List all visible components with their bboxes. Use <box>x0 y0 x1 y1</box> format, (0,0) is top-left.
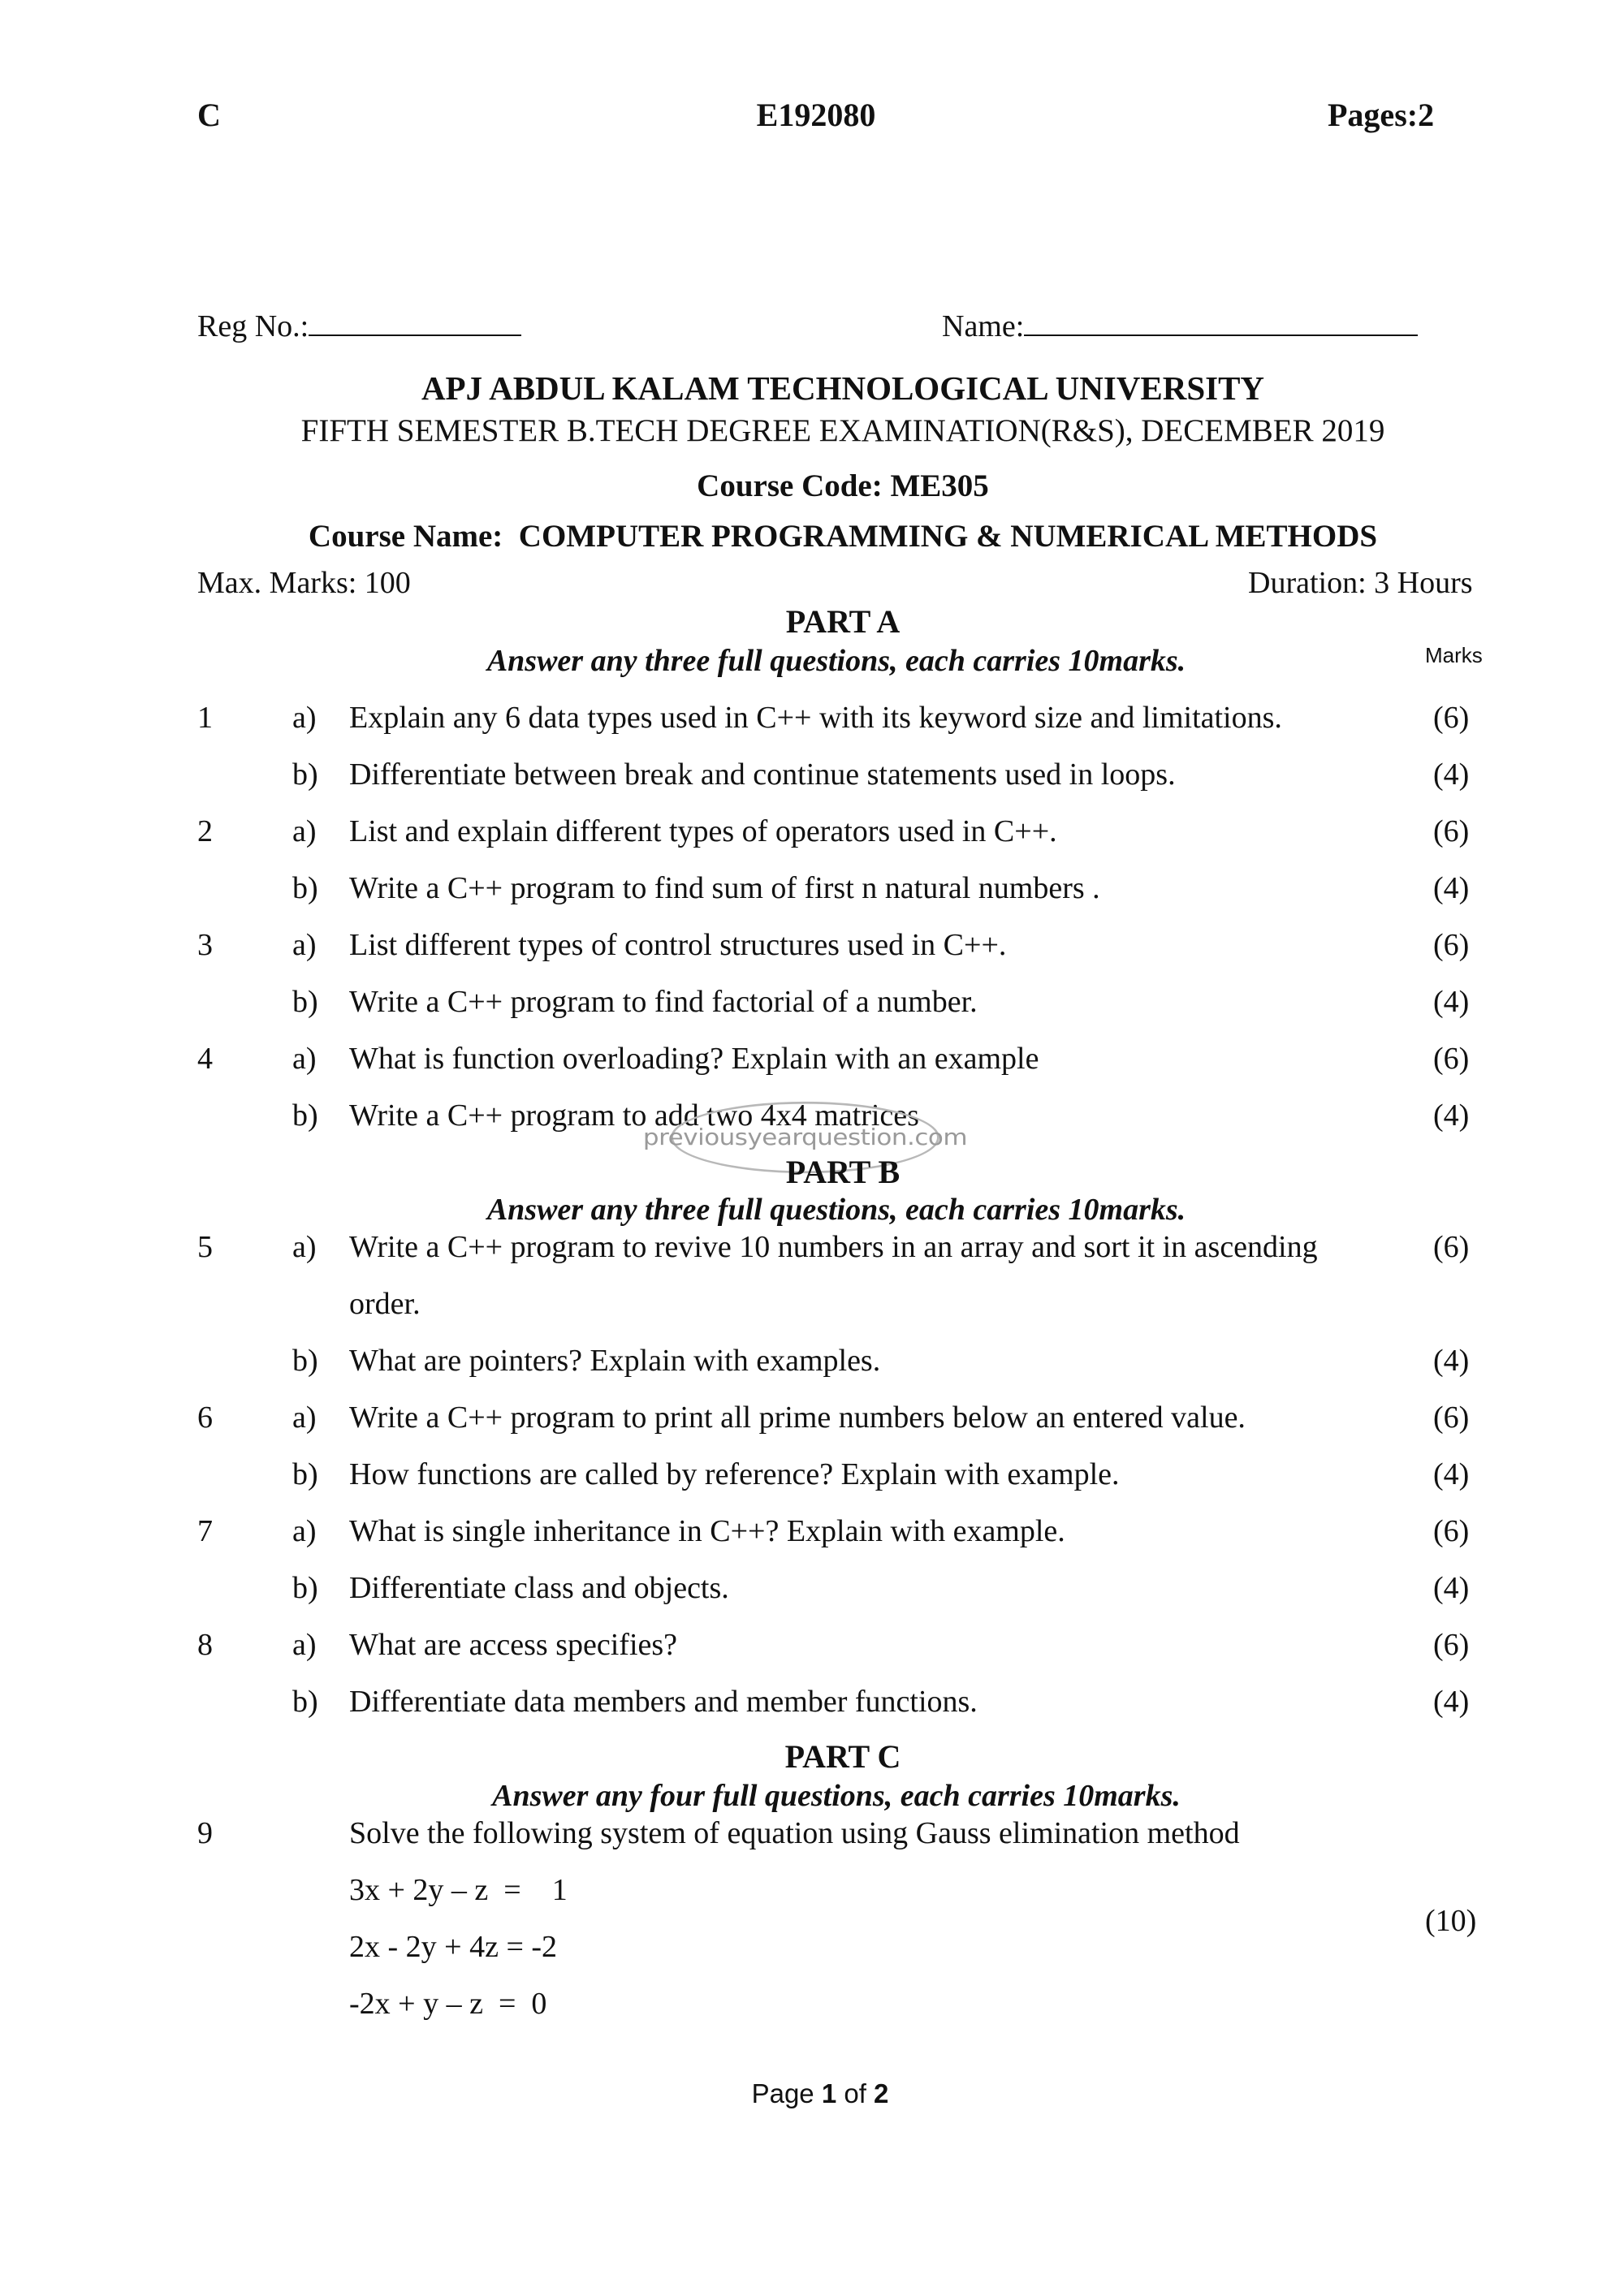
part-b-title: PART B <box>785 1154 901 1190</box>
sub-question-label: b) <box>292 1685 318 1719</box>
question-text: Write a C++ program to add two 4x4 matrices <box>349 1098 919 1133</box>
question-number: 4 <box>197 1042 213 1076</box>
question-number: 7 <box>197 1514 213 1548</box>
sub-question-label: b) <box>292 871 318 905</box>
question-text: Differentiate class and objects. <box>349 1571 729 1605</box>
question-marks: (4) <box>1433 1685 1470 1719</box>
question-text: Solve the following system of equation using Gauss elimination method <box>349 1816 1240 1850</box>
marks-column-header: Marks <box>1425 643 1483 667</box>
question-marks: (10) <box>1425 1904 1477 1938</box>
part-c-instruction: Answer any four full questions, each carries 10marks. <box>492 1779 1181 1813</box>
question-number: 1 <box>197 701 213 735</box>
question-text: How functions are called by reference? Explain with example. <box>349 1457 1120 1491</box>
equation-3: -2x + y – z = 0 <box>349 1987 547 2021</box>
question-marks: (6) <box>1433 1042 1470 1076</box>
sub-question-label: a) <box>292 1628 317 1662</box>
footer-page-word: Page <box>751 2078 822 2108</box>
part-a-title: PART A <box>785 603 901 640</box>
question-text: List different types of control structures used in C++. <box>349 928 1007 962</box>
question-marks: (4) <box>1433 1098 1470 1133</box>
question-marks: (6) <box>1433 814 1470 848</box>
name-field <box>942 309 1418 344</box>
sub-question-label: a) <box>292 1514 317 1548</box>
question-text: What are pointers? Explain with examples. <box>349 1344 881 1378</box>
question-marks: (4) <box>1433 1344 1470 1378</box>
question-marks: (4) <box>1433 985 1470 1019</box>
sub-question-label: a) <box>292 1230 317 1264</box>
part-a-instruction: Answer any three full questions, each carries 10marks. <box>486 644 1186 678</box>
question-text: Write a C++ program to find factorial of a number. <box>349 985 978 1019</box>
sub-question-label: a) <box>292 814 317 848</box>
question-number: 3 <box>197 928 213 962</box>
question-marks: (6) <box>1433 928 1470 962</box>
watermark-text: previousyearquestion.com <box>642 1124 968 1151</box>
question-text: Write a C++ program to print all prime numbers below an entered value. <box>349 1400 1246 1435</box>
question-number: 8 <box>197 1628 213 1662</box>
duration: Duration: 3 Hours <box>1248 566 1473 600</box>
sub-question-label: b) <box>292 1344 318 1378</box>
sub-question-label: b) <box>292 985 318 1019</box>
name-blank <box>1024 310 1418 336</box>
sub-question-label: a) <box>292 928 317 962</box>
footer-page-number: 1 <box>821 2078 837 2108</box>
sub-question-label: b) <box>292 1098 318 1133</box>
paper-code-letter: C <box>197 97 221 133</box>
exam-title: FIFTH SEMESTER B.TECH DEGREE EXAMINATION(R&S), DECEMBER 2019 <box>300 413 1385 448</box>
question-marks: (6) <box>1433 1628 1470 1662</box>
question-marks: (4) <box>1433 1571 1470 1605</box>
question-number: 5 <box>197 1230 213 1264</box>
sub-question-label: a) <box>292 701 317 735</box>
question-number: 6 <box>197 1400 213 1435</box>
question-text: What is single inheritance in C++? Explain with example. <box>349 1514 1065 1548</box>
question-text: Explain any 6 data types used in C++ with its keyword size and limitations. <box>349 701 1282 735</box>
reg-no-label: Reg No.: <box>197 309 309 343</box>
part-b-instruction: Answer any three full questions, each carries 10marks. <box>486 1193 1186 1227</box>
question-marks: (4) <box>1433 757 1470 792</box>
question-text: Write a C++ program to find sum of first n natural numbers . <box>349 871 1100 905</box>
university-title: APJ ABDUL KALAM TECHNOLOGICAL UNIVERSITY <box>421 369 1265 407</box>
sub-question-label: b) <box>292 757 318 792</box>
question-marks: (6) <box>1433 1230 1470 1264</box>
max-marks: Max. Marks: 100 <box>197 566 411 600</box>
course-code: Course Code: ME305 <box>697 468 989 503</box>
sub-question-label: a) <box>292 1042 317 1076</box>
equation-1: 3x + 2y – z = 1 <box>349 1873 568 1907</box>
name-label: Name: <box>942 309 1025 343</box>
course-name: Course Name: COMPUTER PROGRAMMING & NUMERICAL METHODS <box>308 519 1378 554</box>
question-text: What are access specifies? <box>349 1628 678 1662</box>
page-footer <box>752 2078 889 2109</box>
reg-no-field <box>197 309 521 344</box>
reg-no-blank <box>309 310 521 336</box>
question-text: Write a C++ program to revive 10 numbers in an array and sort it in ascending <box>349 1230 1318 1264</box>
question-marks: (6) <box>1433 1514 1470 1548</box>
question-marks: (4) <box>1433 871 1470 905</box>
question-marks: (6) <box>1433 701 1470 735</box>
question-text: Differentiate between break and continue statements used in loops. <box>349 757 1176 792</box>
question-text-continuation: order. <box>349 1287 421 1321</box>
part-c-title: PART C <box>784 1738 901 1775</box>
question-text: List and explain different types of operators used in C++. <box>349 814 1057 848</box>
question-marks: (6) <box>1433 1400 1470 1435</box>
question-text: Differentiate data members and member functions. <box>349 1685 978 1719</box>
question-paper-id: E192080 <box>756 97 876 133</box>
page-count: Pages:2 <box>1328 97 1435 133</box>
question-number: 9 <box>197 1816 213 1850</box>
equation-2: 2x - 2y + 4z = -2 <box>349 1930 558 1964</box>
sub-question-label: b) <box>292 1457 318 1491</box>
question-number: 2 <box>197 814 213 848</box>
sub-question-label: a) <box>292 1400 317 1435</box>
question-marks: (4) <box>1433 1457 1470 1491</box>
sub-question-label: b) <box>292 1571 318 1605</box>
footer-of-word: of <box>836 2078 875 2108</box>
footer-page-total: 2 <box>874 2078 889 2108</box>
question-text: What is function overloading? Explain with an example <box>349 1042 1039 1076</box>
